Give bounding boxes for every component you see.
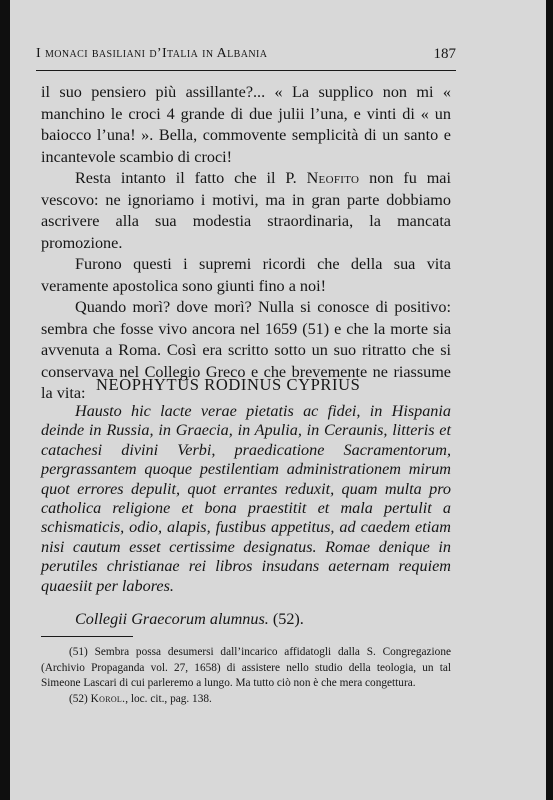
book-page — [10, 0, 546, 800]
page-number: 187 — [433, 46, 456, 62]
paragraph-4: Quando morì? dove morì? Nulla si conosce di positivo: sembra che fosse vivo ancora nel 1659 (51) e che la morte sia avvenuta a Roma. Così era scritto sotto un suo ritratto che si conservava nel Collegio Greco e che brevemente ne riassume la vita: — [41, 298, 451, 402]
signature-ref: (52). — [272, 610, 304, 628]
paragraph-2 — [41, 168, 451, 254]
paragraph-3: Furono questi i supremi ricordi che della sua vita veramente apostolica sono giunti fino a noi! — [41, 255, 451, 295]
footnote-52 — [41, 692, 451, 708]
epitaph-title: NEOPHYTUS RODINUS CYPRIUS — [96, 375, 361, 394]
paragraph-2-start: Resta intanto il fatto che il P. — [75, 169, 307, 187]
name-neofito: Neofito — [306, 169, 360, 187]
main-text — [41, 82, 451, 405]
epitaph-text — [41, 402, 451, 596]
footnote-51: (51) Sembra possa desumersi dall’incarico affidatogli dalla S. Congregazione (Archivio Propaganda vol. 27, 1658) di assistere nello studio della teologia, un tal Simeone Lascari di cui parleremo a lungo. Ma tutto ciò non è che mera congettura. — [41, 646, 451, 690]
epitaph-paragraph: Hausto hic lacte verae pietatis ac fidei, in Hispania deinde in Russia, in Graecia, in Apulia, in Ceraunis, litteris et catachesi divini Verbi, praedicatione Sacramentorum, pergrassantem quoque pestilentiam administrationem mirum quot errores depulit, quot errantes reduxit, quam multa pro catholica religione et bona praestitit et mala pertulit a schismaticis, odio, alapis, fustibus appetitus, ad caedem etiam nisi cautum esset certissime designatus. Romae denique in perutiles christianae rei libros insudans aeternam requiem quaesiit per labores. — [41, 402, 451, 595]
page-header — [36, 40, 456, 71]
paragraph-2-end: non fu mai vescovo: ne ignoriamo i motivi, ma in gran parte dobbiamo ascrivere alla sua modestia straordinaria, la mancata promozione. — [41, 169, 451, 252]
signature-text: Collegii Graecorum alumnus. — [75, 610, 269, 628]
running-title: I monaci basiliani d’Italia in Albania — [36, 46, 268, 61]
footnote-divider — [41, 636, 133, 637]
epitaph-signature — [75, 610, 304, 629]
footnote-52-rest: , loc. cit., pag. 138. — [125, 693, 212, 706]
footnote-52-author: Korol. — [90, 693, 126, 706]
footnote-52-number: (52) — [69, 693, 88, 706]
paragraph-1: il suo pensiero più assillante?... « La supplico non mi « manchino le croci 4 grande di due julii l’una, e vinti di « un baiocco l’una! ». Bella, commovente semplicità di un santo e incantevole scambio di croci! — [41, 83, 451, 166]
footnotes — [41, 645, 451, 708]
